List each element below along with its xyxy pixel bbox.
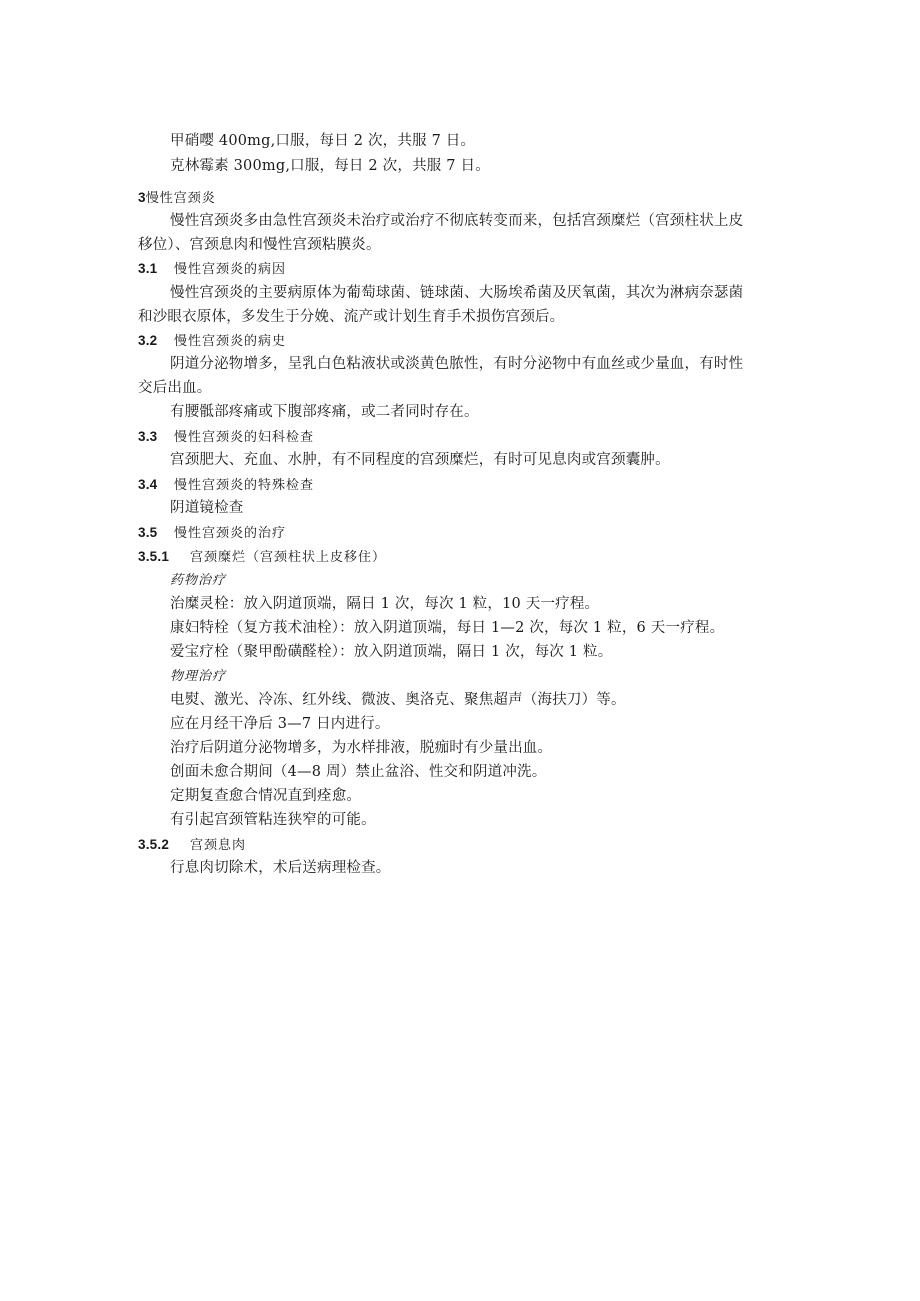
paragraph-3-3: 宫颈肥大、充血、水肿，有不同程度的宫颈糜烂，有时可见息肉或宫颈囊肿。	[170, 452, 670, 468]
section-heading-3-1	[138, 260, 286, 279]
paragraph-3-line2: 移位）、宫颈息肉和慢性宫颈粘膜炎。	[138, 237, 381, 253]
paragraph-3-1-line2: 和沙眼衣原体，多发生于分娩、流产或计划生育手术损伤宫颈后。	[138, 309, 565, 325]
subheading-drug-therapy: 药物治疗	[170, 573, 227, 588]
section-title: 慢性宫颈炎的病因	[174, 262, 287, 277]
section-heading-3-5	[138, 524, 286, 543]
paragraph-3-2-line1: 阴道分泌物增多，呈乳白色粘液状或淡黄色脓性，有时分泌物中有血丝或少量血，有时性	[170, 356, 744, 372]
section-title: 慢性宫颈炎的病史	[174, 334, 287, 349]
paragraph-clindamycin: 克林霉素 300mg,口服，每日 2 次，共服 7 日。	[170, 158, 490, 174]
section-number: 3.5.1	[138, 549, 170, 564]
section-title: 慢性宫颈炎的特殊检查	[174, 478, 315, 493]
paragraph-3-5-2: 行息肉切除术，术后送病理检查。	[170, 860, 391, 876]
paragraph-3-2-line3: 有腰骶部疼痛或下腹部疼痛，或二者同时存在。	[170, 404, 479, 420]
section-number: 3.2	[138, 333, 158, 348]
section-heading-3-3	[138, 428, 314, 447]
paragraph-3-line1: 慢性宫颈炎多由急性宫颈炎未治疗或治疗不彻底转变而来，包括宫颈糜烂（宫颈柱状上皮	[170, 213, 744, 229]
section-heading-3-5-2	[138, 836, 246, 855]
section-heading-3-5-1	[138, 548, 386, 567]
paragraph-3-4: 阴道镜检查	[170, 500, 244, 516]
paragraph-phys-2: 应在月经干净后 3—7 日内进行。	[170, 716, 390, 732]
section-number: 3.5.2	[138, 837, 170, 852]
section-title: 宫颈糜烂（宫颈柱状上皮移住）	[190, 550, 387, 565]
section-number: 3.5	[138, 525, 158, 540]
paragraph-drug-2: 康妇特栓（复方莪术油栓）：放入阴道顶端，每日 1—2 次，每次 1 粒，6 天一疗程。	[170, 620, 725, 636]
section-heading-3-2	[138, 332, 286, 351]
paragraph-drug-1: 治糜灵栓：放入阴道顶端，隔日 1 次，每次 1 粒，10 天一疗程。	[170, 596, 600, 612]
section-heading-3	[138, 189, 216, 208]
paragraph-drug-3: 爱宝疗栓（聚甲酚磺醛栓）：放入阴道顶端，隔日 1 次，每次 1 粒。	[170, 644, 613, 660]
section-title: 慢性宫颈炎的治疗	[174, 526, 287, 541]
section-title: 慢性宫颈炎	[145, 191, 216, 206]
section-title: 宫颈息肉	[190, 838, 247, 853]
paragraph-phys-6: 有引起宫颈管粘连狭窄的可能。	[170, 812, 376, 828]
paragraph-3-1-line1: 慢性宫颈炎的主要病原体为葡萄球菌、链球菌、大肠埃希菌及厌氧菌，其次为淋病奈瑟菌	[170, 285, 744, 301]
subheading-physical-therapy: 物理治疗	[170, 669, 227, 684]
section-number: 3.1	[138, 261, 158, 276]
section-number: 3.4	[138, 477, 158, 492]
paragraph-metronidazole: 甲硝嘤 400mg,口服，每日 2 次，共服 7 日。	[170, 133, 476, 149]
section-heading-3-4	[138, 476, 314, 495]
section-title: 慢性宫颈炎的妇科检查	[174, 430, 315, 445]
paragraph-phys-4: 创面未愈合期间（4—8 周）禁止盆浴、性交和阴道冲洗。	[170, 764, 547, 780]
section-number: 3	[138, 190, 146, 205]
paragraph-phys-5: 定期复查愈合情况直到痊愈。	[170, 788, 362, 804]
paragraph-3-2-line2: 交后出血。	[138, 380, 212, 396]
paragraph-phys-1: 电熨、激光、冷冻、红外线、微波、奥洛克、聚焦超声（海扶刀）等。	[170, 692, 626, 708]
paragraph-phys-3: 治疗后阴道分泌物增多，为水样排液，脱痂时有少量出血。	[170, 740, 553, 756]
section-number: 3.3	[138, 429, 158, 444]
